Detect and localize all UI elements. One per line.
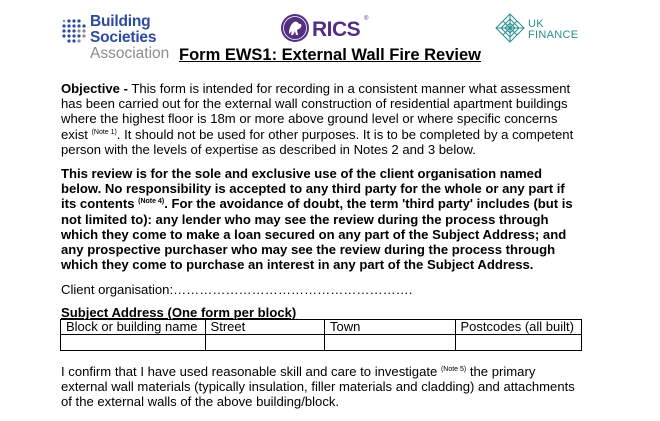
- subject-address-heading: Subject Address (One form per block): [61, 305, 297, 320]
- client-organisation-field[interactable]: Client organisation:……………………………………………….: [61, 282, 413, 297]
- column-header-postcodes: Postcodes (all built): [455, 320, 582, 335]
- postcodes-cell[interactable]: [455, 335, 582, 351]
- bsa-name-line2: Association: [90, 45, 170, 62]
- exclusive-use-note-ref: (Note 4): [138, 198, 165, 206]
- bsa-name-line1: Building Societies: [90, 13, 157, 46]
- table-header-row: [61, 320, 582, 335]
- objective-paragraph: [61, 81, 581, 157]
- objective-text-start: This form is intended for recording in a consistent manner what assessment has been carried out for the external wall construction of residential apartment buildings where the highest floor is 18m or more above ground level or where specific concerns exist: [61, 81, 571, 142]
- exclusive-use-text-end: . For the avoidance of doubt, the term 'third party' includes (but is not limited to): any lender who may see the review during the process through which they come to make a loan secured on any part of the Subject Address; and any prospective purchaser who may see the review during the process through which they come to purchase an interest in any part of the Subject Address.: [61, 196, 573, 273]
- uk-finance-wordmark: [528, 19, 578, 41]
- town-cell[interactable]: [325, 335, 456, 351]
- rics-registered-mark: ®: [364, 16, 369, 22]
- uk-finance-knot-icon: [494, 12, 526, 44]
- confirmation-paragraph: [61, 364, 581, 410]
- uk-finance-line2: FINANCE: [528, 29, 579, 41]
- column-header-block-name: Block or building name: [61, 320, 206, 335]
- column-header-street: Street: [205, 320, 324, 335]
- block-name-cell[interactable]: [61, 335, 206, 351]
- confirmation-text-end: the primary external wall materials (typically insulation, filler materials and cladding) and attachments of the external walls of the above building/block.: [61, 364, 575, 410]
- uk-finance-line1: UK: [528, 18, 544, 30]
- street-cell[interactable]: [205, 335, 324, 351]
- subject-address-table: [60, 319, 582, 351]
- table-row: [61, 335, 582, 351]
- exclusive-use-text-start: This review is for the sole and exclusive use of the client organisation named below. No responsibility is accepted to any third party for the whole or any part if its contents: [61, 166, 565, 212]
- rics-wordmark: RICS: [312, 18, 361, 41]
- bsa-dots-icon: [60, 18, 86, 44]
- objective-label: Objective -: [61, 81, 128, 96]
- objective-text-end: . It should not be used for other purposes. It is to be completed by a competent person with the levels of expertise as described in Notes 2 and 3 below.: [61, 126, 574, 157]
- form-title: Form EWS1: External Wall Fire Review: [179, 46, 481, 64]
- rics-lion-emblem-icon: [280, 12, 310, 44]
- objective-note-ref: (Note 1): [91, 128, 117, 136]
- bsa-logo: [60, 13, 210, 62]
- rics-logo: [280, 12, 370, 46]
- exclusive-use-paragraph: [61, 166, 581, 272]
- uk-finance-logo: [494, 12, 604, 48]
- confirmation-text-start: I confirm that I have used reasonable skill and care to investigate: [61, 364, 441, 379]
- confirmation-note-ref: (Note 5): [440, 366, 467, 373]
- column-header-town: Town: [325, 320, 456, 335]
